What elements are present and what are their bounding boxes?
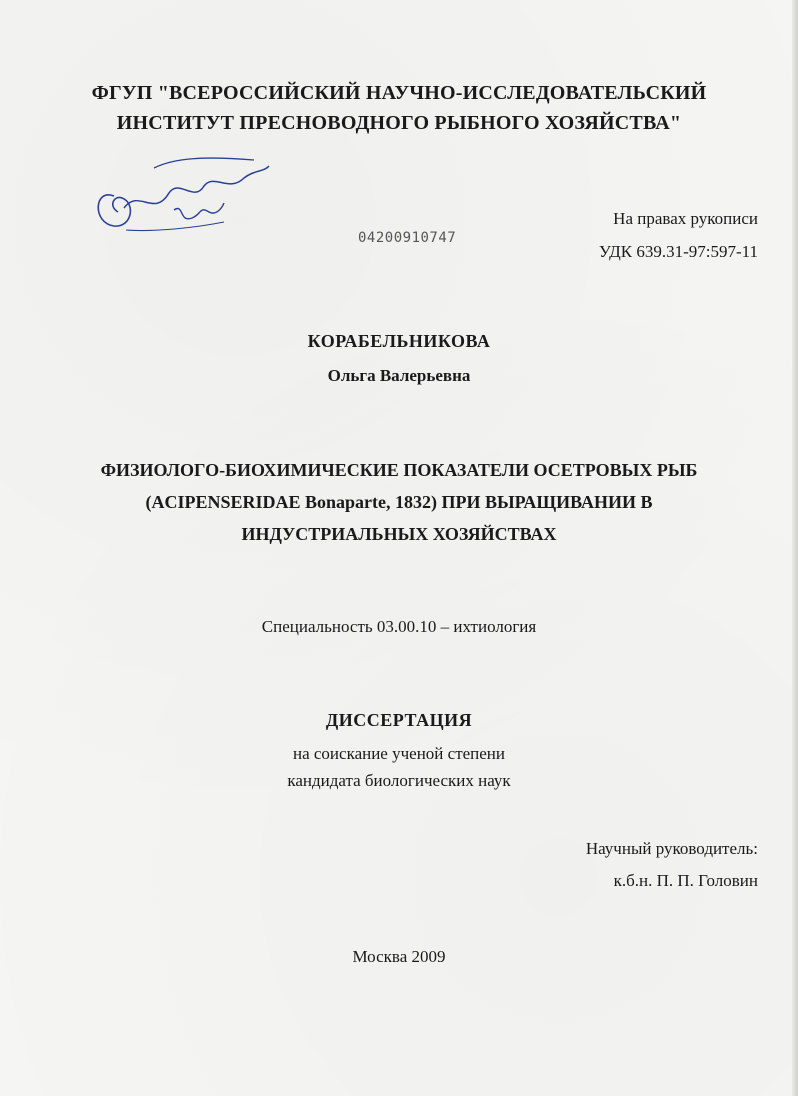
handwritten-signature: [84, 148, 274, 248]
author-name: Ольга Валерьевна: [327, 366, 471, 385]
org-line-2: ИНСТИТУТ ПРЕСНОВОДНОГО РЫБНОГО ХОЗЯЙСТВА": [116, 112, 682, 134]
title-line-2: (ACIPENSERIDAE Bonaparte, 1832) ПРИ ВЫРАЩИВАНИИ В: [145, 492, 653, 512]
degree-line-1: на соискание ученой степени: [292, 744, 506, 763]
org-line-1: ФГУП "ВСЕРОССИЙСКИЙ НАУЧНО-ИССЛЕДОВАТЕЛЬСКИЙ: [91, 82, 707, 104]
author-surname: КОРАБЕЛЬНИКОВА: [307, 331, 491, 351]
rights-label: На правах рукописи: [613, 209, 758, 228]
manuscript-rights: [599, 202, 758, 268]
organization-header: [0, 78, 798, 138]
degree-line-2: кандидата биологических наук: [287, 771, 511, 790]
registry-number-stamp: 04200910747: [358, 230, 457, 246]
scientific-advisor: [586, 833, 758, 897]
dissertation-heading: ДИССЕРТАЦИЯ: [325, 710, 473, 730]
advisor-name: к.б.н. П. П. Головин: [613, 871, 758, 890]
title-line-1: ФИЗИОЛОГО-БИОХИМИЧЕСКИЕ ПОКАЗАТЕЛИ ОСЕТРОВЫХ РЫБ: [100, 460, 698, 480]
advisor-label: Научный руководитель:: [585, 839, 758, 858]
title-line-3: ИНДУСТРИАЛЬНЫХ ХОЗЯЙСТВАХ: [241, 524, 557, 544]
dissertation-title: [0, 454, 798, 550]
udk-code: УДК 639.31-97:597-11: [598, 242, 758, 261]
city-year: Москва 2009: [352, 947, 446, 966]
specialty: Специальность 03.00.10 – ихтиология: [261, 617, 537, 636]
